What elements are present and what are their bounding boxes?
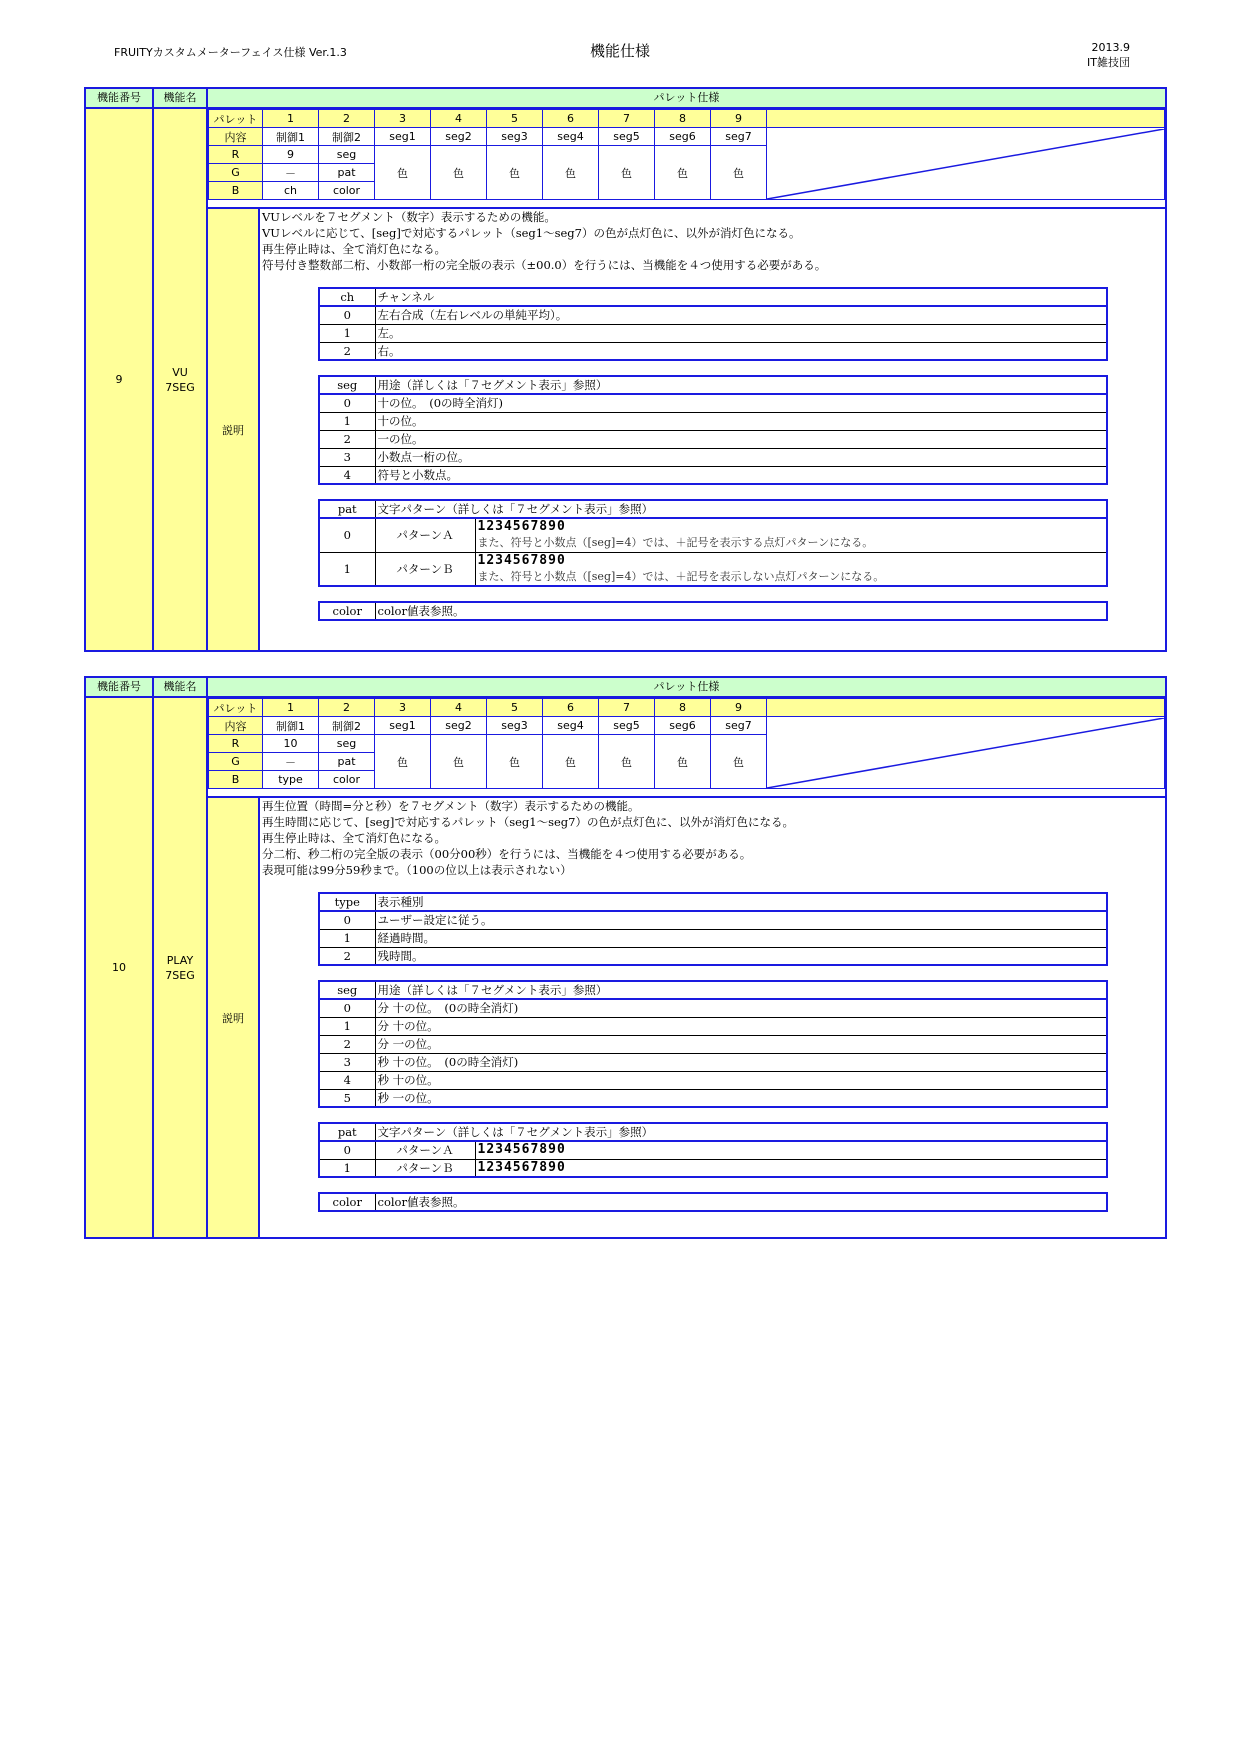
content-cell: seg2 (431, 128, 487, 146)
content-cell: seg4 (543, 128, 599, 146)
palette-num: 7 (599, 110, 655, 128)
table-value: color値表参照。 (375, 1193, 1107, 1211)
rgb-cell: － (263, 753, 319, 771)
table-row-value: 秒 一の位。 (375, 1089, 1107, 1107)
table-row-key: 2 (319, 947, 375, 965)
description-label: 説明 (208, 798, 260, 1237)
table-row-key: 1 (319, 412, 375, 430)
segment-pattern: 1234567890 (477, 519, 566, 535)
palette-num: 3 (375, 699, 431, 717)
function-name (154, 698, 208, 1237)
table-row (319, 1159, 1107, 1177)
rgb-cell: color (319, 771, 375, 789)
table-row-key: 1 (319, 1159, 375, 1177)
header-name: 機能名 (154, 678, 208, 696)
color-cell: 色 (655, 735, 711, 789)
table-header (319, 288, 1107, 306)
table-row (319, 1141, 1107, 1159)
content-cell: seg5 (599, 717, 655, 735)
palette-grid (208, 109, 1165, 207)
spec-table-color (318, 1192, 1108, 1212)
color-cell: 色 (655, 146, 711, 200)
table-row-key: 1 (319, 552, 375, 586)
palette-num: 2 (319, 110, 375, 128)
rgb-label: G (209, 753, 263, 771)
description-line: 符号付き整数部二桁、小数部一桁の完全版の表示（±00.0）を行うには、当機能を４つ使用する必要がある。 (262, 258, 827, 272)
table-row-value: 左。 (375, 324, 1107, 342)
header-palette-spec: パレット仕様 (653, 680, 720, 693)
table-row-value: 分 一の位。 (375, 1035, 1107, 1053)
description-line: VUレベルに応じて、[seg]で対応するパレット（seg1～seg7）の色が点灯色に、以外が消灯色になる。 (262, 226, 801, 240)
page-title: 機能仕様 (589, 42, 650, 60)
table-row (319, 448, 1107, 466)
spec-table-pat (318, 1122, 1108, 1178)
table-row-key: 0 (319, 1141, 375, 1159)
content-cell: 制御1 (263, 717, 319, 735)
palette-num: 6 (543, 110, 599, 128)
function-name-text: VU 7SEG (165, 365, 195, 394)
spec-table-ch (318, 287, 1108, 361)
palette-num: 4 (431, 699, 487, 717)
segment-pattern: 1234567890 (477, 552, 566, 568)
palette-num: 4 (431, 110, 487, 128)
unused-area (767, 717, 1165, 789)
spec-table-wrap (262, 1122, 1165, 1178)
table-key: seg (319, 376, 375, 394)
table-row-value: 左右合成（左右レベルの単純平均）。 (375, 306, 1107, 324)
table-row (319, 911, 1107, 929)
doc-title: FRUITYカスタムメーターフェイス仕様 Ver.1.3 (114, 46, 347, 59)
content-cell: seg1 (375, 717, 431, 735)
table-row-key: 3 (319, 448, 375, 466)
rgb-cell: ch (263, 182, 319, 200)
content-label: 内容 (209, 128, 263, 146)
table-row-key: 0 (319, 999, 375, 1017)
pattern-note: また、符号と小数点（[seg]=4）では、＋記号を表示する点灯パターンになる。 (477, 536, 874, 550)
content-cell: 制御2 (319, 717, 375, 735)
table-row (319, 552, 1107, 586)
palette-num: 5 (487, 699, 543, 717)
table-row (319, 1071, 1107, 1089)
table-row-key: 2 (319, 1035, 375, 1053)
color-row (319, 1193, 1107, 1211)
table-header (319, 500, 1107, 518)
palette-filler (767, 699, 1165, 717)
table-key: seg (319, 981, 375, 999)
spec-table-wrap (262, 499, 1165, 587)
rgb-label: R (209, 146, 263, 164)
palette-table (208, 698, 1165, 789)
table-row-key: 3 (319, 1053, 375, 1071)
content-row (209, 717, 1165, 735)
content-cell: 制御2 (319, 128, 375, 146)
palette-num: 3 (375, 110, 431, 128)
segment-pattern: 1234567890 (477, 1142, 566, 1158)
table-row (319, 947, 1107, 965)
palette-num: 5 (487, 110, 543, 128)
table-value: color値表参照。 (375, 602, 1107, 620)
table-row (319, 1035, 1107, 1053)
table-row-value: 分 十の位。 (375, 1017, 1107, 1035)
table-row-key: 1 (319, 324, 375, 342)
segment-pattern: 1234567890 (477, 1159, 566, 1175)
doc-org: IT雑技団 (1087, 56, 1130, 69)
palette-num: 9 (711, 699, 767, 717)
description-line: 分二桁、秒二桁の完全版の表示（00分00秒）を行うには、当機能を４つ使用する必要がある。 (262, 847, 752, 861)
palette-num: 1 (263, 110, 319, 128)
color-cell: 色 (599, 146, 655, 200)
spec-table-wrap (262, 287, 1165, 361)
table-row-value: 十の位。 (0の時全消灯) (375, 394, 1107, 412)
content-cell: seg6 (655, 717, 711, 735)
content-cell: 制御1 (263, 128, 319, 146)
table-row (319, 342, 1107, 360)
section-header-row (86, 678, 1165, 698)
diagonal-line (767, 718, 1164, 788)
palette-num-row (209, 110, 1165, 128)
table-row-key: 0 (319, 911, 375, 929)
rgb-cell: 9 (263, 146, 319, 164)
spec-table-wrap (262, 892, 1165, 966)
function-section-9 (84, 87, 1167, 652)
table-row-value: 右。 (375, 342, 1107, 360)
palette-num: 8 (655, 110, 711, 128)
palette-num: 7 (599, 699, 655, 717)
rgb-cell: seg (319, 146, 375, 164)
color-cell: 色 (431, 735, 487, 789)
table-row-key: 0 (319, 518, 375, 552)
palette-filler (767, 110, 1165, 128)
rgb-label: B (209, 182, 263, 200)
rgb-cell: － (263, 164, 319, 182)
palette-num: 2 (319, 699, 375, 717)
palette-label: パレット (209, 699, 263, 717)
table-header-value: 表示種別 (375, 893, 1107, 911)
description-line: 再生停止時は、全て消灯色になる。 (262, 242, 446, 256)
rgb-cell: type (263, 771, 319, 789)
description-line: 再生時間に応じて、[seg]で対応するパレット（seg1～seg7）の色が点灯色に、以外が消灯色になる。 (262, 815, 794, 829)
color-cell: 色 (543, 735, 599, 789)
palette-grid (208, 698, 1165, 796)
function-name (154, 109, 208, 650)
table-row (319, 324, 1107, 342)
spec-table-wrap (262, 1192, 1165, 1212)
header-num: 機能番号 (86, 678, 154, 696)
description-area (208, 207, 1165, 650)
table-row-value: 分 十の位。 (0の時全消灯) (375, 999, 1107, 1017)
table-header-value: 文字パターン（詳しくは「７セグメント表示」参照） (375, 500, 1107, 518)
pattern-cell (475, 552, 1107, 586)
function-number-text: 9 (115, 373, 123, 386)
function-name-text: PLAY 7SEG (165, 953, 195, 982)
content-cell: seg3 (487, 717, 543, 735)
rgb-label: R (209, 735, 263, 753)
table-header-value: 用途（詳しくは「７セグメント表示」参照） (375, 981, 1107, 999)
rgb-label: B (209, 771, 263, 789)
pattern-cell (475, 518, 1107, 552)
description-body (260, 798, 1165, 1237)
color-cell: 色 (487, 735, 543, 789)
color-cell: 色 (543, 146, 599, 200)
function-number-text: 10 (112, 961, 126, 974)
content-label: 内容 (209, 717, 263, 735)
table-key: color (319, 602, 375, 620)
description-label: 説明 (208, 209, 260, 650)
table-row-key: 5 (319, 1089, 375, 1107)
table-row-value: ユーザー設定に従う。 (375, 911, 1107, 929)
pattern-cell (475, 1159, 1107, 1177)
table-row (319, 412, 1107, 430)
table-row-key: 2 (319, 430, 375, 448)
spec-table-seg (318, 980, 1108, 1108)
pattern-name: パターンＢ (375, 1159, 475, 1177)
table-row (319, 1053, 1107, 1071)
table-row-value: 十の位。 (375, 412, 1107, 430)
pattern-cell (475, 1141, 1107, 1159)
section-header-row (86, 89, 1165, 109)
color-cell: 色 (711, 146, 767, 200)
color-row (319, 602, 1107, 620)
table-row (319, 1089, 1107, 1107)
content-cell: seg7 (711, 128, 767, 146)
spec-table-pat (318, 499, 1108, 587)
pattern-name: パターンＡ (375, 518, 475, 552)
content-cell: seg6 (655, 128, 711, 146)
color-cell: 色 (375, 735, 431, 789)
table-row-key: 1 (319, 929, 375, 947)
palette-num: 8 (655, 699, 711, 717)
description-body (260, 209, 1165, 650)
table-row-value: 経過時間。 (375, 929, 1107, 947)
table-row (319, 518, 1107, 552)
table-row (319, 1017, 1107, 1035)
spec-table-wrap (262, 601, 1165, 621)
rgb-cell: 10 (263, 735, 319, 753)
table-key: color (319, 1193, 375, 1211)
table-row-key: 2 (319, 342, 375, 360)
description-line: 再生位置（時間=分と秒）を７セグメント（数字）表示するための機能。 (262, 799, 640, 813)
color-cell: 色 (431, 146, 487, 200)
spec-table-wrap (262, 980, 1165, 1108)
rgb-cell: seg (319, 735, 375, 753)
rgb-cell: pat (319, 753, 375, 771)
unused-area (767, 128, 1165, 200)
function-number (86, 109, 154, 650)
table-row (319, 306, 1107, 324)
table-row-value: 一の位。 (375, 430, 1107, 448)
table-header (319, 1123, 1107, 1141)
diagonal-line (767, 129, 1164, 199)
table-row (319, 929, 1107, 947)
description-area (208, 796, 1165, 1237)
rgb-cell: color (319, 182, 375, 200)
table-row-key: 1 (319, 1017, 375, 1035)
spec-table-wrap (262, 375, 1165, 485)
color-cell: 色 (599, 735, 655, 789)
spec-table-seg (318, 375, 1108, 485)
table-row (319, 999, 1107, 1017)
color-cell: 色 (375, 146, 431, 200)
table-row-value: 秒 十の位。 (375, 1071, 1107, 1089)
content-cell: seg1 (375, 128, 431, 146)
color-cell: 色 (487, 146, 543, 200)
table-key: pat (319, 500, 375, 518)
content-cell: seg7 (711, 717, 767, 735)
table-row (319, 466, 1107, 484)
spec-table-type (318, 892, 1108, 966)
palette-label: パレット (209, 110, 263, 128)
pattern-name: パターンＡ (375, 1141, 475, 1159)
rgb-label: G (209, 164, 263, 182)
header-palette-spec: パレット仕様 (653, 91, 720, 104)
palette-num-row (209, 699, 1165, 717)
palette-num: 9 (711, 110, 767, 128)
table-row-value: 符号と小数点。 (375, 466, 1107, 484)
content-cell: seg2 (431, 717, 487, 735)
description-line: VUレベルを７セグメント（数字）表示するための機能。 (262, 210, 556, 224)
function-section-10 (84, 676, 1167, 1239)
table-row-value: 秒 十の位。 (0の時全消灯) (375, 1053, 1107, 1071)
table-row-value: 小数点一桁の位。 (375, 448, 1107, 466)
table-row (319, 430, 1107, 448)
table-header-value: チャンネル (375, 288, 1107, 306)
doc-meta (1040, 40, 1130, 70)
content-row (209, 128, 1165, 146)
table-row (319, 394, 1107, 412)
table-header-value: 用途（詳しくは「７セグメント表示」参照） (375, 376, 1107, 394)
content-cell: seg5 (599, 128, 655, 146)
table-row-key: 0 (319, 306, 375, 324)
palette-table (208, 109, 1165, 200)
table-row-key: 0 (319, 394, 375, 412)
table-header (319, 893, 1107, 911)
table-key: ch (319, 288, 375, 306)
header-name: 機能名 (154, 89, 208, 107)
table-key: type (319, 893, 375, 911)
function-number (86, 698, 154, 1237)
doc-date: 2013.9 (1091, 41, 1130, 54)
table-header (319, 376, 1107, 394)
palette-num: 6 (543, 699, 599, 717)
color-cell: 色 (711, 735, 767, 789)
pattern-note: また、符号と小数点（[seg]=4）では、＋記号を表示しない点灯パターンになる。 (477, 569, 885, 583)
description-line: 再生停止時は、全て消灯色になる。 (262, 831, 446, 845)
table-row-value: 残時間。 (375, 947, 1107, 965)
pattern-name: パターンＢ (375, 552, 475, 586)
table-key: pat (319, 1123, 375, 1141)
spec-table-color (318, 601, 1108, 621)
description-line: 表現可能は99分59秒まで。（100の位以上は表示されない） (262, 863, 572, 877)
content-cell: seg4 (543, 717, 599, 735)
header-num: 機能番号 (86, 89, 154, 107)
content-cell: seg3 (487, 128, 543, 146)
table-row-key: 4 (319, 1071, 375, 1089)
table-row-key: 4 (319, 466, 375, 484)
table-header-value: 文字パターン（詳しくは「７セグメント表示」参照） (375, 1123, 1107, 1141)
rgb-cell: pat (319, 164, 375, 182)
palette-num: 1 (263, 699, 319, 717)
table-header (319, 981, 1107, 999)
